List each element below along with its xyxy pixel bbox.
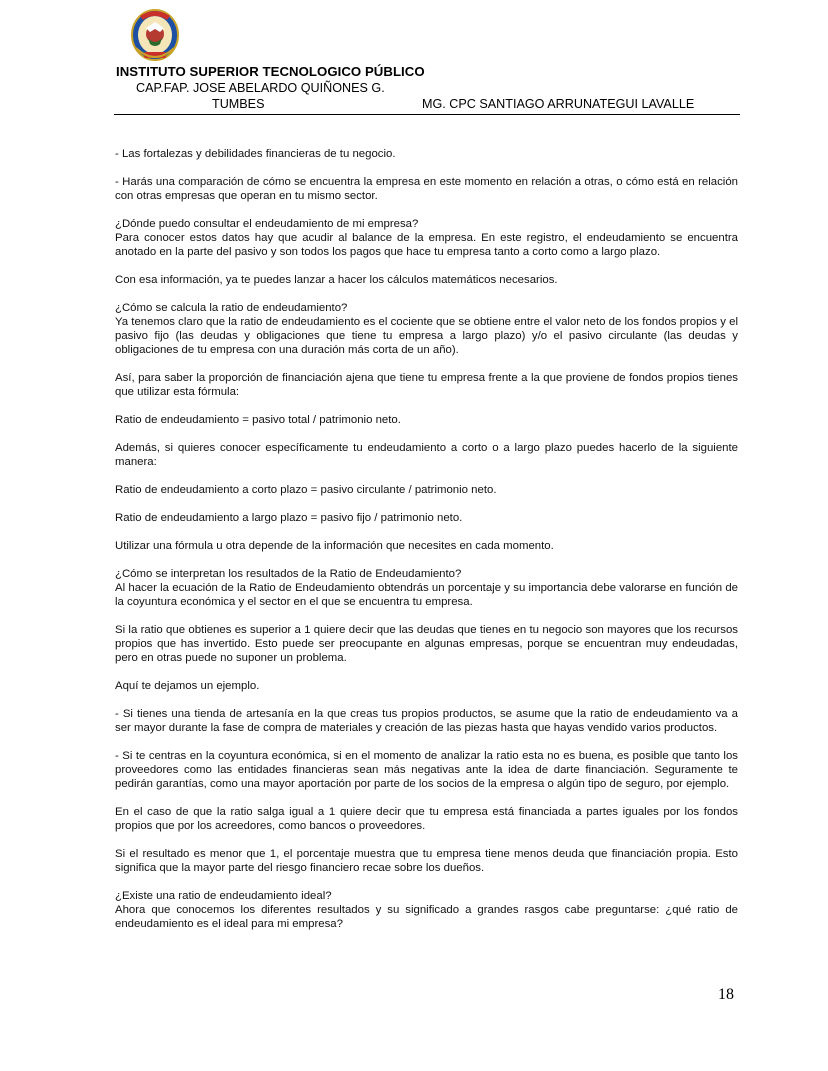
institute-crest-logo [130, 8, 180, 64]
section-answer: Ahora que conocemos los diferentes resultados y su significado a grandes rasgos cabe preguntarse: ¿qué ratio de endeudamiento es el ideal para mi empresa? [115, 904, 738, 930]
paragraph [115, 301, 738, 357]
author-name: MG. CPC SANTIAGO ARRUNATEGUI LAVALLE [422, 97, 695, 111]
section-question: ¿Cómo se calcula la ratio de endeudamiento? [115, 302, 348, 314]
formula-short-term: Ratio de endeudamiento a corto plazo = pasivo circulante / patrimonio neto. [115, 484, 497, 496]
institute-subtitle: CAP.FAP. JOSE ABELARDO QUIÑONES G. [136, 81, 385, 95]
institute-city: TUMBES [212, 97, 265, 111]
paragraph: - Harás una comparación de cómo se encuentra la empresa en este momento en relación a otras, o cómo está en relación con otras empresas que operan en tu mismo sector. [115, 176, 738, 202]
section-answer: Ya tenemos claro que la ratio de endeudamiento es el cociente que se obtiene entre el valor neto de los fondos propios y el pasivo fijo (las deudas y obligaciones que tiene tu empresa a largo plazo) y/o el pasivo circulante (las deudas y obligaciones de tu empresa con una duración más corta de un año). [115, 316, 738, 356]
section-answer: Al hacer la ecuación de la Ratio de Endeudamiento obtendrás un porcentaje y su importancia debe valorarse en función de la coyuntura económica y el sector en el que se encuentra tu empresa. [115, 582, 738, 608]
paragraph: Aquí te dejamos un ejemplo. [115, 680, 260, 692]
paragraph: Si la ratio que obtienes es superior a 1 quiere decir que las deudas que tienes en tu negocio son mayores que los recursos propios que has invertido. Esto puede ser preocupante en algunas empresas, porque se encuentran muy endeudadas, pero en otras puede no suponer un problema. [115, 624, 738, 664]
formula-long-term: Ratio de endeudamiento a largo plazo = pasivo fijo / patrimonio neto. [115, 512, 463, 524]
paragraph: Además, si quieres conocer específicamente tu endeudamiento a corto o a largo plazo puedes hacerlo de la siguiente manera: [115, 442, 738, 468]
paragraph [115, 217, 738, 259]
paragraph: Si el resultado es menor que 1, el porcentaje muestra que tu empresa tiene menos deuda que financiación propia. Esto significa que la mayor parte del riesgo financiero recae sobre los dueños. [115, 848, 738, 874]
paragraph [115, 567, 738, 609]
paragraph: En el caso de que la ratio salga igual a 1 quiere decir que tu empresa está financiada a partes iguales por los fondos propios que por los acreedores, como bancos o proveedores. [115, 806, 738, 832]
formula-total: Ratio de endeudamiento = pasivo total / patrimonio neto. [115, 414, 401, 426]
paragraph: - Si tienes una tienda de artesanía en la que creas tus propios productos, se asume que la ratio de endeudamiento va a ser mayor durante la fase de compra de materiales y creación de las piezas hasta que hayas vendido varios productos. [115, 708, 738, 734]
section-question: ¿Existe una ratio de endeudamiento ideal? [115, 890, 332, 902]
page-number: 18 [718, 986, 734, 1003]
header-divider [114, 114, 740, 115]
institute-name: INSTITUTO SUPERIOR TECNOLOGICO PÚBLICO [116, 64, 425, 79]
paragraph: Utilizar una fórmula u otra depende de la información que necesites en cada momento. [115, 540, 554, 552]
paragraph: - Si te centras en la coyuntura económica, si en el momento de analizar la ratio esta no es buena, es posible que tanto los proveedores como las entidades financieras sean más negativas ante la idea de darte financiación. Seguramente te pedirán garantías, como una mayor aportación por parte de los socios de la empresa o algún tipo de seguro, por ejemplo. [115, 750, 738, 790]
paragraph: Con esa información, ya te puedes lanzar a hacer los cálculos matemáticos necesarios. [115, 274, 558, 286]
section-answer: Para conocer estos datos hay que acudir al balance de la empresa. En este registro, el endeudamiento se encuentra anotado en la parte del pasivo y son todos los pagos que hace tu empresa tanto a corto como a largo plazo. [115, 232, 738, 258]
paragraph: - Las fortalezas y debilidades financieras de tu negocio. [115, 148, 396, 160]
paragraph: Así, para saber la proporción de financiación ajena que tiene tu empresa frente a la que proviene de fondos propios tienes que utilizar esta fórmula: [115, 372, 738, 398]
paragraph [115, 889, 738, 931]
section-question: ¿Cómo se interpretan los resultados de la Ratio de Endeudamiento? [115, 568, 462, 580]
document-body [115, 147, 738, 945]
section-question: ¿Dónde puedo consultar el endeudamiento de mi empresa? [115, 218, 419, 230]
